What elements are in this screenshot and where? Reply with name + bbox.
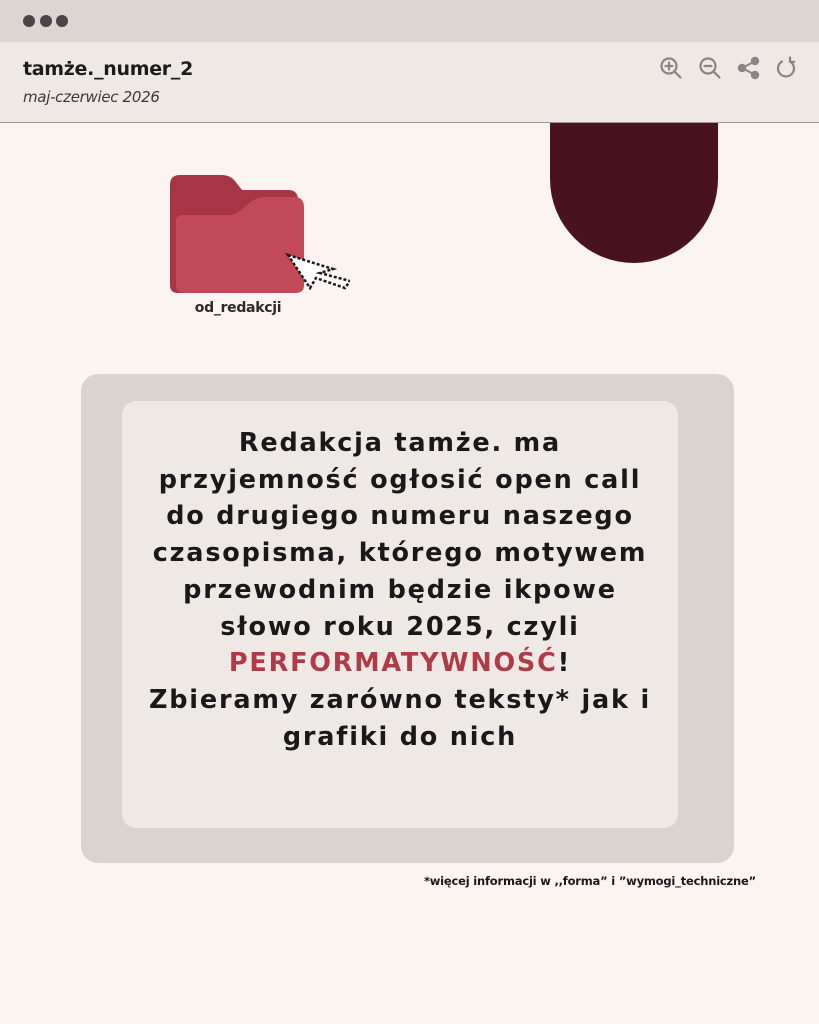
announcement-line: do drugiego numeru naszego [166,501,634,532]
decorative-arch [550,123,718,263]
window-top-bar [0,0,819,42]
window-dot-icon[interactable] [56,15,68,27]
highlight-suffix: ! [557,648,572,679]
window-dot-icon[interactable] [40,15,52,27]
folder-od-redakcji[interactable] [170,175,350,325]
announcement-card [122,401,678,828]
window-dot-icon[interactable] [23,15,35,27]
announcement-line: Zbieramy zarówno teksty* jak i [148,684,652,715]
announcement-line: słowo roku 2025, czyli [220,611,580,642]
zoom-in-icon[interactable] [658,55,684,81]
footnote: *więcej informacji w ,,forma” i ”wymogi_techniczne” [423,874,756,888]
announcement-line: przewodnim będzie ikpowe [183,574,617,605]
refresh-icon[interactable] [773,55,799,81]
title-bar [0,42,819,123]
announcement-line: Redakcja tamże. ma [238,428,562,458]
folder-icon [170,175,350,295]
highlight-word: PERFORMATYWNOŚĆ [228,648,558,679]
announcement-line: przyjemność ogłosić open call [158,464,642,495]
document-title: tamże._numer_2 [23,58,193,80]
announcement-line: grafiki do nich [282,721,518,752]
folder-label: od_redakcji [194,300,282,316]
announcement-highlight-line [122,645,678,682]
zoom-out-icon[interactable] [697,55,723,81]
announcement-line: czasopisma, którego motywem [152,538,648,569]
announcement-text [122,425,678,755]
share-icon[interactable] [736,55,762,81]
document-subtitle: maj-czerwiec 2026 [23,88,160,106]
